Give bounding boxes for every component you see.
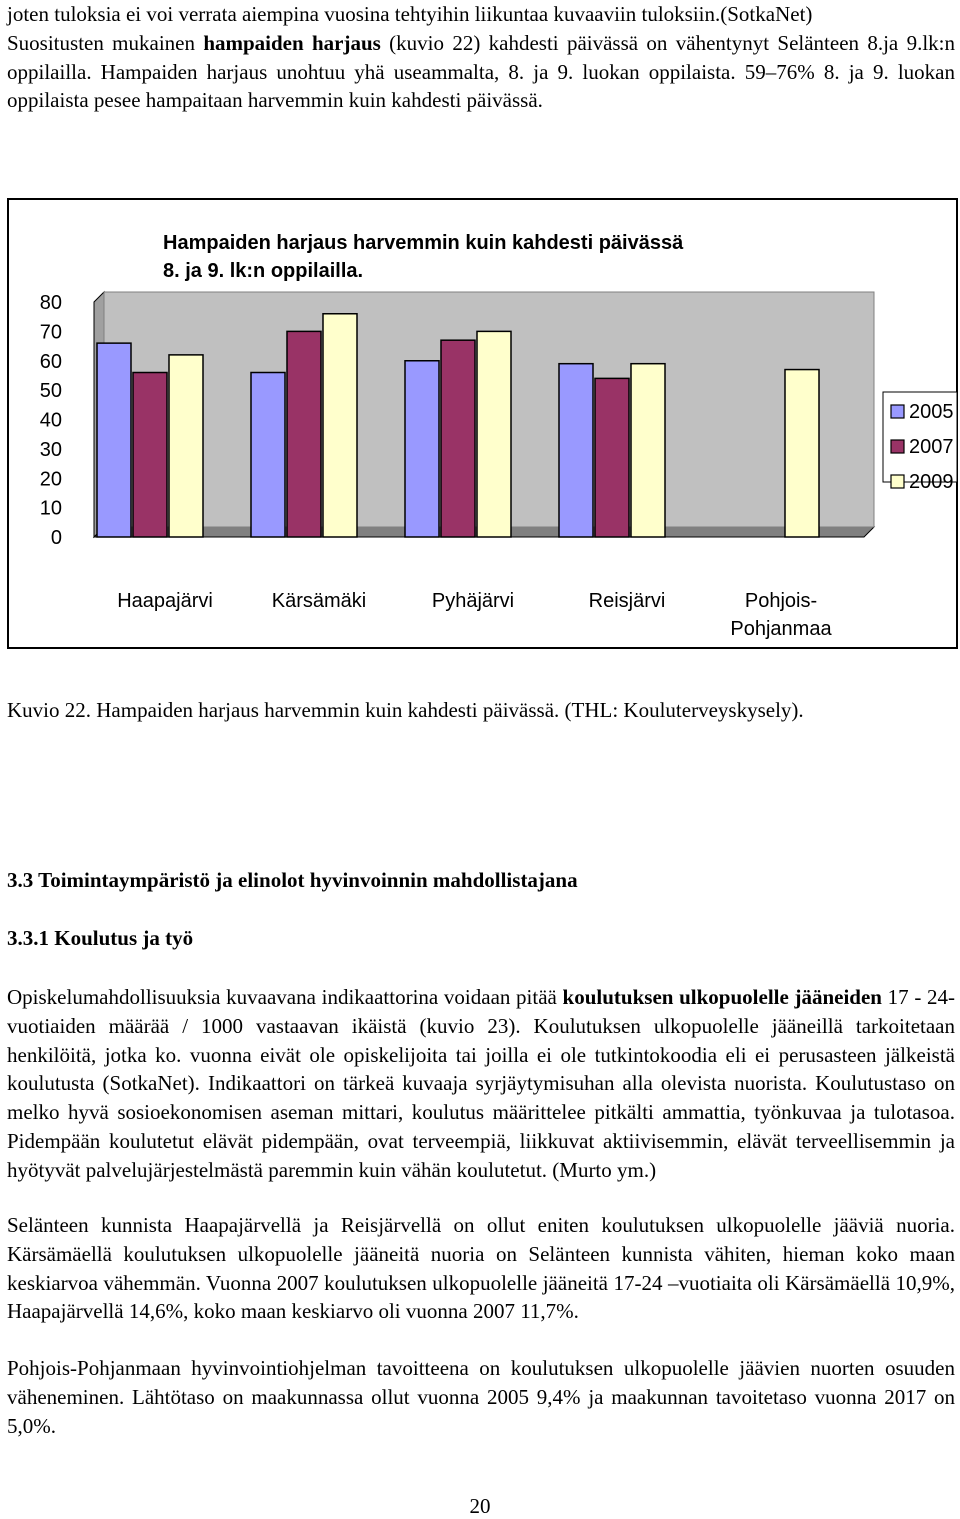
legend-label: 2005 (909, 401, 954, 423)
section-heading-3-3: 3.3 Toimintaympäristö ja elinolot hyvinvoinnin mahdollistajana (7, 868, 578, 892)
x-category-label: Pyhäjärvi (431, 590, 515, 612)
main-paragraph (7, 983, 955, 1185)
bar (785, 370, 819, 537)
chart-title-line1: Hampaiden harjaus harvemmin kuin kahdesti päivässä (163, 232, 684, 254)
main-text-post: 17 - 24-vuotiaiden määrää / 1000 vastaavan ikäistä (kuvio 23). Koulutuksen ulkopuolelle jääneillä tarkoitetaan henkilöitä, jotka ko. vuonna eivät ole opiskelijoita tai joilla ei ole tutkintokoodia eli ei perusasteen jälkeistä koulutusta (SotkaNet). Indikaattori on tärkeä kuvaaja syrjäytymisuhan alla olevista nuorista. Koulutustaso on melko hyvä sosioekonomisen aseman mittari, koulutus määrittelee pitkälti ammattia, työnkuvaa ja tulotasoa. Pidempään koulutetut elävät pidempään, ovat terveempiä, liikkuvat aktiivisemmin, elävät terveellisemmin ja hyötyvät palvelujärjestelmästä paremmin kuin vähän koulutetut. (Murto ym.) (7, 985, 955, 1182)
legend-swatch (891, 475, 904, 488)
x-category-label: Reisjärvi (588, 590, 666, 612)
legend-swatch (891, 405, 904, 418)
bar (595, 378, 629, 537)
bar (477, 331, 511, 537)
chart-title-line2: 8. ja 9. lk:n oppilailla. (163, 260, 364, 282)
section-heading-3-3-1: 3.3.1 Koulutus ja työ (7, 926, 194, 950)
intro-text-pre: Suositusten mukainen (7, 30, 204, 55)
bar (559, 364, 593, 537)
intro-paragraph (7, 0, 955, 115)
main-text-pre: Opiskelumahdollisuuksia kuvaavana indikaattorina voidaan pitää (7, 985, 563, 1009)
x-category-label: Pohjois- (744, 590, 818, 612)
y-tick-label: 40 (39, 409, 62, 432)
bar (441, 340, 475, 537)
y-tick-label: 80 (39, 292, 62, 314)
bar (97, 343, 131, 537)
y-tick-label: 30 (39, 438, 62, 461)
y-tick-label: 60 (39, 350, 62, 373)
x-category-label: Pohjanmaa (730, 618, 832, 640)
page-number: 20 (469, 1494, 491, 1518)
main-text-bold: koulutuksen ulkopuolelle jääneiden (562, 985, 882, 1009)
y-tick-label: 70 (39, 321, 62, 344)
bar (287, 331, 321, 537)
bar (631, 364, 665, 537)
bar (251, 373, 285, 538)
legend-label: 2007 (909, 436, 954, 458)
intro-text-bold: hampaiden harjaus (203, 30, 381, 55)
y-tick-label: 50 (39, 380, 62, 403)
pohjois-paragraph: Pohjois-Pohjanmaan hyvinvointiohjelman tavoitteena on koulutuksen ulkopuolelle jäävien nuorten osuuden väheneminen. Lähtötaso on maakunnassa ollut vuonna 2005 9,4% ja maakunnan tavoitetaso vuonna 2017 on 5,0%. (7, 1356, 955, 1438)
bar (323, 314, 357, 537)
bar (169, 355, 203, 537)
y-tick-label: 20 (39, 468, 62, 491)
x-category-label: Haapajärvi (117, 590, 213, 612)
bar (405, 361, 439, 537)
y-tick-label: 10 (39, 497, 62, 520)
selanne-paragraph: Selänteen kunnista Haapajärvellä ja Reisjärvellä on ollut eniten koulutuksen ulkopuolelle jääviä nuoria. Kärsämäellä koulutuksen ulkopuolelle jääneitä nuoria on Selänteen kunnista vähiten, hieman koko maan keskiarvoa vähemmän. Vuonna 2007 koulutuksen ulkopuolelle jääneitä 17-24 –vuotiaita oli Kärsämäellä 10,9%, Haapajärvellä 14,6%, koko maan keskiarvo oli vuonna 2007 11,7%. (7, 1213, 955, 1324)
bar-chart (7, 198, 958, 649)
intro-line1: joten tuloksia ei voi verrata aiempina vuosina tehtyihin liikuntaa kuvaaviin tuloksiin.(SotkaNet) (7, 2, 813, 26)
legend-label: 2009 (909, 471, 954, 493)
figure-caption: Kuvio 22. Hampaiden harjaus harvemmin kuin kahdesti päivässä. (THL: Kouluterveyskysely). (7, 698, 804, 722)
legend-swatch (891, 440, 904, 453)
intro-text-post: (kuvio 22) kahdesti päivässä on vähentynyt Selänteen 8.ja 9.lk:n oppilailla. Hampaiden harjaus unohtuu yhä useammalta, 8. ja 9. luokan oppilaista. 59–76% 8. ja 9. luokan oppilaista pesee hampaitaan harvemmin kuin kahdesti päivässä. (7, 30, 955, 113)
y-tick-label: 0 (50, 527, 62, 549)
bar-chart-svg (9, 200, 960, 651)
x-category-label: Kärsämäki (271, 590, 367, 612)
bar (133, 373, 167, 538)
